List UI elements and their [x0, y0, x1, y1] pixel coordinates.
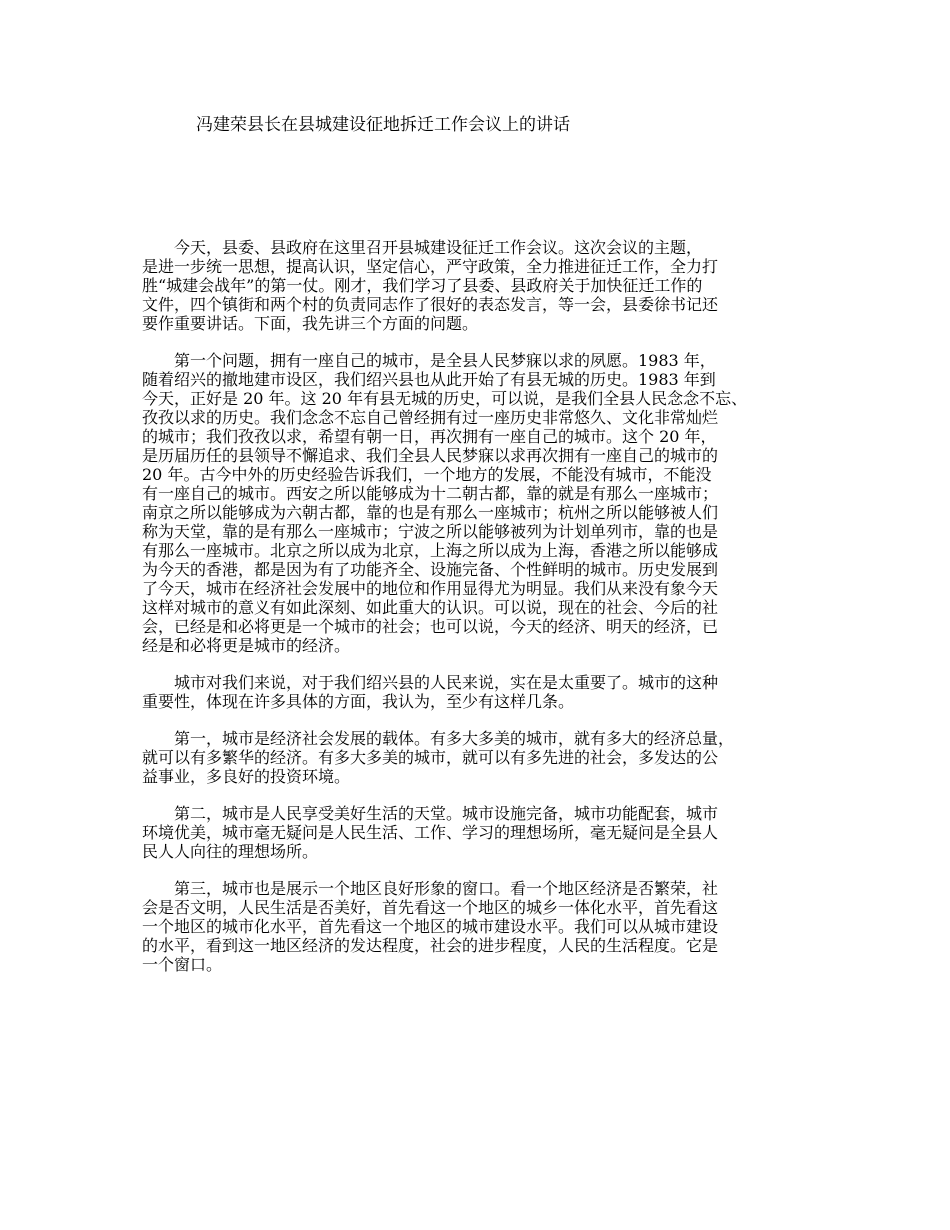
- paragraph-line: 是历届历任的县领导不懈追求、我们全县人民梦寐以求再次拥有一座自己的城市的: [142, 446, 719, 465]
- paragraph-importance: [142, 673, 810, 711]
- paragraph-line: 有那么一座城市。北京之所以成为北京，上海之所以成为上海，香港之所以能够成: [142, 541, 719, 560]
- paragraph-line: 城市对我们来说，对于我们绍兴县的人民来说，实在是太重要了。城市的这种: [142, 673, 719, 692]
- paragraph-line: 第三，城市也是展示一个地区良好形象的窗口。看一个地区经济是否繁荣，社: [142, 879, 719, 898]
- paragraph-line: 第一，城市是经济社会发展的载体。有多大多美的城市，就有多大的经济总量，: [142, 729, 735, 748]
- paragraph-line: 了今天，城市在经济社会发展中的地位和作用显得尤为明显。我们从来没有象今天: [142, 579, 719, 598]
- paragraph-line: 随着绍兴的撤地建市设区，我们绍兴县也从此开始了有县无城的历史。1983 年到: [142, 370, 716, 389]
- paragraph-line: 是进一步统一思想，提高认识，坚定信心，严守政策，全力推进征迁工作，全力打: [142, 257, 719, 276]
- paragraph-opening: [142, 238, 810, 333]
- paragraph-line: 要作重要讲话。下面，我先讲三个方面的问题。: [142, 314, 479, 333]
- paragraph-line: 益事业，多良好的投资环境。: [142, 767, 351, 786]
- paragraph-line: 第二，城市是人民享受美好生活的天堂。城市设施完备，城市功能配套，城市: [142, 804, 719, 823]
- paragraph-first-issue: [142, 351, 810, 655]
- paragraph-line: 一个窗口。: [142, 955, 223, 974]
- paragraph-point-one: [142, 729, 810, 786]
- paragraph-line: 今天，县委、县政府在这里召开县城建设征迁工作会议。这次会议的主题，: [142, 238, 703, 257]
- paragraph-line: 今天，正好是 20 年。这 20 年有县无城的历史，可以说，是我们全县人民念念不忘、: [142, 389, 748, 408]
- paragraph-line: 经是和必将更是城市的经济。: [142, 636, 351, 655]
- paragraph-line: 民人人向往的理想场所。: [142, 842, 319, 861]
- paragraph-line: 胜“城建会战年”的第一仗。刚才，我们学习了县委、县政府关于加快征迁工作的: [142, 276, 703, 295]
- paragraph-line: 一个地区的城市化水平，首先看这一个地区的城市建设水平。我们可以从城市建设: [142, 917, 719, 936]
- paragraph-line: 孜孜以求的历史。我们念念不忘自己曾经拥有过一座历史非常悠久、文化非常灿烂: [142, 408, 719, 427]
- paragraph-line: 文件，四个镇街和两个村的负责同志作了很好的表态发言，等一会，县委徐书记还: [142, 295, 719, 314]
- paragraph-line: 的水平，看到这一地区经济的发达程度，社会的进步程度，人民的生活程度。它是: [142, 936, 719, 955]
- paragraph-line: 会是否文明，人民生活是否美好，首先看这一个地区的城乡一体化水平，首先看这: [142, 898, 719, 917]
- paragraph-line: 会，已经是和必将更是一个城市的社会；也可以说，今天的经济、明天的经济，已: [142, 617, 719, 636]
- paragraph-line: 环境优美，城市毫无疑问是人民生活、工作、学习的理想场所，毫无疑问是全县人: [142, 823, 719, 842]
- document-title: 冯建荣县长在县城建设征地拆迁工作会议上的讲话: [196, 115, 570, 135]
- paragraph-line: 就可以有多繁华的经济。有多大多美的城市，就可以有多先进的社会，多发达的公: [142, 748, 719, 767]
- paragraph-line: 第一个问题，拥有一座自己的城市，是全县人民梦寐以求的夙愿。1983 年，: [142, 351, 716, 370]
- document-body: [142, 238, 810, 992]
- paragraph-line: 20 年。古今中外的历史经验告诉我们，一个地方的发展，不能没有城市，不能没: [142, 465, 712, 484]
- paragraph-line: 为今天的香港，都是因为有了功能齐全、设施完备、个性鲜明的城市。历史发展到: [142, 560, 719, 579]
- paragraph-point-three: [142, 879, 810, 974]
- paragraph-line: 这样对城市的意义有如此深刻、如此重大的认识。可以说，现在的社会、今后的社: [142, 598, 719, 617]
- paragraph-line: 的城市；我们孜孜以求，希望有朝一日，再次拥有一座自己的城市。这个 20 年，: [142, 427, 717, 446]
- paragraph-line: 有一座自己的城市。西安之所以能够成为十二朝古都，靠的就是有那么一座城市；: [142, 484, 719, 503]
- paragraph-line: 重要性，体现在许多具体的方面，我认为，至少有这样几条。: [142, 692, 575, 711]
- paragraph-line: 称为天堂，靠的是有那么一座城市；宁波之所以能够被列为计划单列市，靠的也是: [142, 522, 719, 541]
- paragraph-point-two: [142, 804, 810, 861]
- paragraph-line: 南京之所以能够成为六朝古都，靠的也是有那么一座城市；杭州之所以能够被人们: [142, 503, 719, 522]
